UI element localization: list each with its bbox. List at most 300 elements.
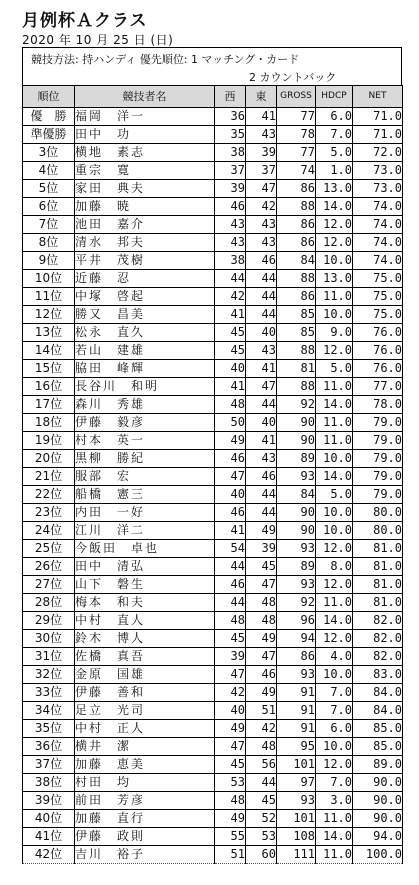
- west-score-cell: 47: [215, 468, 246, 486]
- west-score-cell: 51: [215, 846, 246, 864]
- table-row: [23, 198, 403, 216]
- table-row: [23, 288, 403, 306]
- player-name-cell: 長谷川 和明: [75, 378, 215, 396]
- page-title: 月例杯Ａクラス: [22, 11, 148, 31]
- hdcp-cell: 14.0: [316, 198, 353, 216]
- table-row: [23, 432, 403, 450]
- east-score-cell: 39: [246, 144, 277, 162]
- gross-score-cell: 78: [277, 126, 316, 144]
- rank-cell: 33位: [23, 684, 75, 702]
- table-row: [23, 756, 403, 774]
- west-score-cell: 44: [215, 594, 246, 612]
- west-score-cell: 43: [215, 234, 246, 252]
- header-east: 東: [246, 86, 277, 108]
- rank-cell: 3位: [23, 144, 75, 162]
- east-score-cell: 44: [246, 486, 277, 504]
- hdcp-cell: 11.0: [316, 414, 353, 432]
- rank-cell: 23位: [23, 504, 75, 522]
- west-score-cell: 37: [215, 162, 246, 180]
- east-score-cell: 48: [246, 612, 277, 630]
- west-score-cell: 41: [215, 522, 246, 540]
- rank-cell: 準優勝: [23, 126, 75, 144]
- header-hdcp: HDCP: [316, 86, 353, 108]
- results-body: [23, 108, 403, 864]
- rank-cell: 30位: [23, 630, 75, 648]
- gross-score-cell: 85: [277, 324, 316, 342]
- gross-score-cell: 81: [277, 360, 316, 378]
- net-score-cell: 89.0: [353, 756, 403, 774]
- hdcp-cell: 7.0: [316, 684, 353, 702]
- table-row: [23, 126, 403, 144]
- hdcp-cell: 11.0: [316, 594, 353, 612]
- gross-score-cell: 86: [277, 180, 316, 198]
- east-score-cell: 46: [246, 666, 277, 684]
- table-row: [23, 828, 403, 846]
- net-score-cell: 77.0: [353, 378, 403, 396]
- west-score-cell: 39: [215, 648, 246, 666]
- hdcp-cell: 14.0: [316, 468, 353, 486]
- west-score-cell: 50: [215, 414, 246, 432]
- player-name-cell: 加藤 暁: [75, 198, 215, 216]
- player-name-cell: 清水 邦夫: [75, 234, 215, 252]
- player-name-cell: 金原 国雄: [75, 666, 215, 684]
- rank-cell: 20位: [23, 450, 75, 468]
- gross-score-cell: 89: [277, 450, 316, 468]
- gross-score-cell: 86: [277, 648, 316, 666]
- west-score-cell: 36: [215, 108, 246, 126]
- east-score-cell: 44: [246, 396, 277, 414]
- player-name-cell: 福岡 洋一: [75, 108, 215, 126]
- rank-cell: 42位: [23, 846, 75, 864]
- west-score-cell: 39: [215, 180, 246, 198]
- east-score-cell: 47: [246, 378, 277, 396]
- east-score-cell: 41: [246, 432, 277, 450]
- rank-cell: 36位: [23, 738, 75, 756]
- west-score-cell: 44: [215, 558, 246, 576]
- west-score-cell: 48: [215, 792, 246, 810]
- player-name-cell: 吉川 裕子: [75, 846, 215, 864]
- gross-score-cell: 85: [277, 306, 316, 324]
- gross-score-cell: 89: [277, 558, 316, 576]
- west-score-cell: 41: [215, 306, 246, 324]
- rank-cell: 27位: [23, 576, 75, 594]
- net-score-cell: 79.0: [353, 486, 403, 504]
- gross-score-cell: 90: [277, 432, 316, 450]
- rank-cell: 24位: [23, 522, 75, 540]
- net-score-cell: 82.0: [353, 612, 403, 630]
- player-name-cell: 中村 正人: [75, 720, 215, 738]
- gross-score-cell: 91: [277, 720, 316, 738]
- player-name-cell: 山下 磐生: [75, 576, 215, 594]
- hdcp-cell: 10.0: [316, 306, 353, 324]
- table-row: [23, 342, 403, 360]
- table-row: [23, 684, 403, 702]
- player-name-cell: 今飯田 卓也: [75, 540, 215, 558]
- hdcp-cell: 7.0: [316, 774, 353, 792]
- player-name-cell: 森川 秀雄: [75, 396, 215, 414]
- hdcp-cell: 7.0: [316, 126, 353, 144]
- west-score-cell: 45: [215, 756, 246, 774]
- net-score-cell: 81.0: [353, 540, 403, 558]
- west-score-cell: 41: [215, 378, 246, 396]
- east-score-cell: 48: [246, 594, 277, 612]
- player-name-cell: 村本 英一: [75, 432, 215, 450]
- table-row: [23, 180, 403, 198]
- hdcp-cell: 1.0: [316, 162, 353, 180]
- west-score-cell: 48: [215, 396, 246, 414]
- west-score-cell: 47: [215, 666, 246, 684]
- player-name-cell: 江川 洋二: [75, 522, 215, 540]
- hdcp-cell: 14.0: [316, 612, 353, 630]
- east-score-cell: 43: [246, 216, 277, 234]
- hdcp-cell: 8.0: [316, 558, 353, 576]
- player-name-cell: 前田 芳彦: [75, 792, 215, 810]
- west-score-cell: 45: [215, 630, 246, 648]
- player-name-cell: 佐橋 真吾: [75, 648, 215, 666]
- table-row: [23, 450, 403, 468]
- east-score-cell: 48: [246, 738, 277, 756]
- east-score-cell: 56: [246, 756, 277, 774]
- west-score-cell: 55: [215, 828, 246, 846]
- rank-cell: 28位: [23, 594, 75, 612]
- rank-cell: 19位: [23, 432, 75, 450]
- table-row: [23, 252, 403, 270]
- east-score-cell: 45: [246, 792, 277, 810]
- net-score-cell: 81.0: [353, 576, 403, 594]
- net-score-cell: 94.0: [353, 828, 403, 846]
- west-score-cell: 46: [215, 450, 246, 468]
- player-name-cell: 伊藤 政則: [75, 828, 215, 846]
- player-name-cell: 加藤 恵美: [75, 756, 215, 774]
- net-score-cell: 81.0: [353, 594, 403, 612]
- table-row: [23, 666, 403, 684]
- table-row: [23, 270, 403, 288]
- player-name-cell: 船橋 憲三: [75, 486, 215, 504]
- net-score-cell: 74.0: [353, 216, 403, 234]
- table-header-row: [23, 86, 403, 108]
- net-score-cell: 81.0: [353, 558, 403, 576]
- gross-score-cell: 77: [277, 144, 316, 162]
- hdcp-cell: 14.0: [316, 396, 353, 414]
- net-score-cell: 75.0: [353, 270, 403, 288]
- rank-cell: 37位: [23, 756, 75, 774]
- rank-cell: 5位: [23, 180, 75, 198]
- header-net: NET: [353, 86, 403, 108]
- gross-score-cell: 88: [277, 378, 316, 396]
- gross-score-cell: 97: [277, 774, 316, 792]
- gross-score-cell: 88: [277, 270, 316, 288]
- gross-score-cell: 101: [277, 756, 316, 774]
- table-row: [23, 702, 403, 720]
- rank-cell: 6位: [23, 198, 75, 216]
- hdcp-cell: 4.0: [316, 648, 353, 666]
- hdcp-cell: 12.0: [316, 216, 353, 234]
- east-score-cell: 45: [246, 558, 277, 576]
- player-name-cell: 松永 直久: [75, 324, 215, 342]
- header-west: 西: [215, 86, 246, 108]
- rank-cell: 39位: [23, 792, 75, 810]
- hdcp-cell: 6.0: [316, 720, 353, 738]
- net-score-cell: 90.0: [353, 774, 403, 792]
- player-name-cell: 池田 嘉介: [75, 216, 215, 234]
- east-score-cell: 60: [246, 846, 277, 864]
- rank-cell: 34位: [23, 702, 75, 720]
- east-score-cell: 39: [246, 540, 277, 558]
- gross-score-cell: 93: [277, 792, 316, 810]
- gross-score-cell: 96: [277, 612, 316, 630]
- table-row: [23, 720, 403, 738]
- east-score-cell: 37: [246, 162, 277, 180]
- player-name-cell: 伊藤 善和: [75, 684, 215, 702]
- gross-score-cell: 93: [277, 576, 316, 594]
- hdcp-cell: 13.0: [316, 270, 353, 288]
- rank-cell: 4位: [23, 162, 75, 180]
- hdcp-cell: 3.0: [316, 792, 353, 810]
- hdcp-cell: 11.0: [316, 378, 353, 396]
- table-row: [23, 360, 403, 378]
- gross-score-cell: 93: [277, 540, 316, 558]
- table-row: [23, 378, 403, 396]
- west-score-cell: 54: [215, 540, 246, 558]
- gross-score-cell: 88: [277, 342, 316, 360]
- net-score-cell: 75.0: [353, 306, 403, 324]
- gross-score-cell: 90: [277, 522, 316, 540]
- hdcp-cell: 10.0: [316, 738, 353, 756]
- east-score-cell: 46: [246, 468, 277, 486]
- table-row: [23, 414, 403, 432]
- west-score-cell: 40: [215, 486, 246, 504]
- hdcp-cell: 12.0: [316, 540, 353, 558]
- net-score-cell: 90.0: [353, 792, 403, 810]
- west-score-cell: 38: [215, 144, 246, 162]
- player-name-cell: 近藤 忍: [75, 270, 215, 288]
- player-name-cell: 脇田 峰輝: [75, 360, 215, 378]
- rank-cell: 15位: [23, 360, 75, 378]
- gross-score-cell: 95: [277, 738, 316, 756]
- west-score-cell: 49: [215, 432, 246, 450]
- player-name-cell: 田中 清弘: [75, 558, 215, 576]
- table-row: [23, 144, 403, 162]
- west-score-cell: 45: [215, 324, 246, 342]
- table-row: [23, 612, 403, 630]
- player-name-cell: 横地 素志: [75, 144, 215, 162]
- west-score-cell: 42: [215, 684, 246, 702]
- rank-cell: 26位: [23, 558, 75, 576]
- west-score-cell: 38: [215, 252, 246, 270]
- gross-score-cell: 86: [277, 234, 316, 252]
- player-name-cell: 服部 宏: [75, 468, 215, 486]
- table-row: [23, 306, 403, 324]
- hdcp-cell: 5.0: [316, 360, 353, 378]
- player-name-cell: 重宗 寛: [75, 162, 215, 180]
- rank-cell: 7位: [23, 216, 75, 234]
- west-score-cell: 46: [215, 576, 246, 594]
- table-row: [23, 630, 403, 648]
- net-score-cell: 100.0: [353, 846, 403, 864]
- table-row: [23, 396, 403, 414]
- west-score-cell: 40: [215, 702, 246, 720]
- hdcp-cell: 12.0: [316, 342, 353, 360]
- player-name-cell: 内田 一好: [75, 504, 215, 522]
- west-score-cell: 35: [215, 126, 246, 144]
- west-score-cell: 43: [215, 216, 246, 234]
- table-row: [23, 810, 403, 828]
- net-score-cell: 71.0: [353, 126, 403, 144]
- net-score-cell: 76.0: [353, 342, 403, 360]
- west-score-cell: 49: [215, 810, 246, 828]
- west-score-cell: 49: [215, 720, 246, 738]
- rank-cell: 31位: [23, 648, 75, 666]
- west-score-cell: 53: [215, 774, 246, 792]
- net-score-cell: 83.0: [353, 666, 403, 684]
- gross-score-cell: 93: [277, 666, 316, 684]
- player-name-cell: 平井 茂樹: [75, 252, 215, 270]
- hdcp-cell: 11.0: [316, 846, 353, 864]
- east-score-cell: 41: [246, 360, 277, 378]
- hdcp-cell: 10.0: [316, 522, 353, 540]
- gross-score-cell: 94: [277, 630, 316, 648]
- results-table: [22, 85, 403, 864]
- gross-score-cell: 90: [277, 504, 316, 522]
- hdcp-cell: 7.0: [316, 702, 353, 720]
- table-row: [23, 468, 403, 486]
- player-name-cell: 田中 功: [75, 126, 215, 144]
- net-score-cell: 76.0: [353, 324, 403, 342]
- gross-score-cell: 93: [277, 468, 316, 486]
- net-score-cell: 79.0: [353, 468, 403, 486]
- hdcp-cell: 5.0: [316, 144, 353, 162]
- east-score-cell: 43: [246, 450, 277, 468]
- player-name-cell: 伊藤 毅彦: [75, 414, 215, 432]
- net-score-cell: 79.0: [353, 432, 403, 450]
- table-row: [23, 540, 403, 558]
- net-score-cell: 85.0: [353, 738, 403, 756]
- rank-cell: 8位: [23, 234, 75, 252]
- east-score-cell: 43: [246, 234, 277, 252]
- east-score-cell: 47: [246, 648, 277, 666]
- east-score-cell: 41: [246, 108, 277, 126]
- table-row: [23, 108, 403, 126]
- net-score-cell: 84.0: [353, 702, 403, 720]
- east-score-cell: 47: [246, 576, 277, 594]
- net-score-cell: 73.0: [353, 180, 403, 198]
- gross-score-cell: 84: [277, 486, 316, 504]
- east-score-cell: 51: [246, 702, 277, 720]
- table-row: [23, 324, 403, 342]
- rank-cell: 16位: [23, 378, 75, 396]
- east-score-cell: 49: [246, 630, 277, 648]
- net-score-cell: 79.0: [353, 414, 403, 432]
- net-score-cell: 78.0: [353, 396, 403, 414]
- west-score-cell: 47: [215, 738, 246, 756]
- rank-cell: 29位: [23, 612, 75, 630]
- table-row: [23, 594, 403, 612]
- player-name-cell: 梅本 和夫: [75, 594, 215, 612]
- net-score-cell: 82.0: [353, 648, 403, 666]
- east-score-cell: 43: [246, 126, 277, 144]
- gross-score-cell: 88: [277, 198, 316, 216]
- table-row: [23, 846, 403, 864]
- rank-cell: 9位: [23, 252, 75, 270]
- east-score-cell: 43: [246, 342, 277, 360]
- east-score-cell: 44: [246, 306, 277, 324]
- rank-cell: 38位: [23, 774, 75, 792]
- player-name-cell: 黒柳 勝紀: [75, 450, 215, 468]
- player-name-cell: 中塚 啓起: [75, 288, 215, 306]
- hdcp-cell: 10.0: [316, 666, 353, 684]
- gross-score-cell: 91: [277, 702, 316, 720]
- net-score-cell: 74.0: [353, 198, 403, 216]
- player-name-cell: 中村 直人: [75, 612, 215, 630]
- east-score-cell: 47: [246, 180, 277, 198]
- player-name-cell: 鈴木 博人: [75, 630, 215, 648]
- net-score-cell: 73.0: [353, 162, 403, 180]
- rank-cell: 13位: [23, 324, 75, 342]
- net-score-cell: 75.0: [353, 288, 403, 306]
- hdcp-cell: 5.0: [316, 486, 353, 504]
- rank-cell: 18位: [23, 414, 75, 432]
- hdcp-cell: 12.0: [316, 630, 353, 648]
- rank-cell: 14位: [23, 342, 75, 360]
- hdcp-cell: 10.0: [316, 504, 353, 522]
- net-score-cell: 84.0: [353, 684, 403, 702]
- table-row: [23, 486, 403, 504]
- gross-score-cell: 91: [277, 684, 316, 702]
- east-score-cell: 44: [246, 504, 277, 522]
- net-score-cell: 72.0: [353, 144, 403, 162]
- west-score-cell: 40: [215, 360, 246, 378]
- net-score-cell: 80.0: [353, 522, 403, 540]
- rank-cell: 40位: [23, 810, 75, 828]
- hdcp-cell: 11.0: [316, 288, 353, 306]
- hdcp-cell: 12.0: [316, 234, 353, 252]
- table-row: [23, 738, 403, 756]
- gross-score-cell: 92: [277, 396, 316, 414]
- east-score-cell: 53: [246, 828, 277, 846]
- rank-cell: 優 勝: [23, 108, 75, 126]
- net-score-cell: 79.0: [353, 450, 403, 468]
- rank-cell: 32位: [23, 666, 75, 684]
- east-score-cell: 42: [246, 720, 277, 738]
- east-score-cell: 52: [246, 810, 277, 828]
- player-name-cell: 横井 潔: [75, 738, 215, 756]
- conditions-line-1: 競技方法: 持ハンディ 優先順位: 1 マッチング・カード: [31, 53, 300, 66]
- west-score-cell: 45: [215, 342, 246, 360]
- net-score-cell: 71.0: [353, 108, 403, 126]
- gross-score-cell: 90: [277, 414, 316, 432]
- rank-cell: 17位: [23, 396, 75, 414]
- table-row: [23, 576, 403, 594]
- east-score-cell: 42: [246, 198, 277, 216]
- rank-cell: 11位: [23, 288, 75, 306]
- net-score-cell: 85.0: [353, 720, 403, 738]
- event-date: 2020 年 10 月 25 日 (日): [22, 33, 174, 47]
- east-score-cell: 44: [246, 270, 277, 288]
- header-gross: GROSS: [277, 86, 316, 108]
- header-rank: 順位: [23, 86, 75, 108]
- net-score-cell: 74.0: [353, 234, 403, 252]
- west-score-cell: 46: [215, 504, 246, 522]
- table-row: [23, 774, 403, 792]
- rank-cell: 21位: [23, 468, 75, 486]
- rank-cell: 25位: [23, 540, 75, 558]
- table-row: [23, 504, 403, 522]
- net-score-cell: 80.0: [353, 504, 403, 522]
- gross-score-cell: 111: [277, 846, 316, 864]
- east-score-cell: 40: [246, 324, 277, 342]
- east-score-cell: 46: [246, 252, 277, 270]
- west-score-cell: 42: [215, 288, 246, 306]
